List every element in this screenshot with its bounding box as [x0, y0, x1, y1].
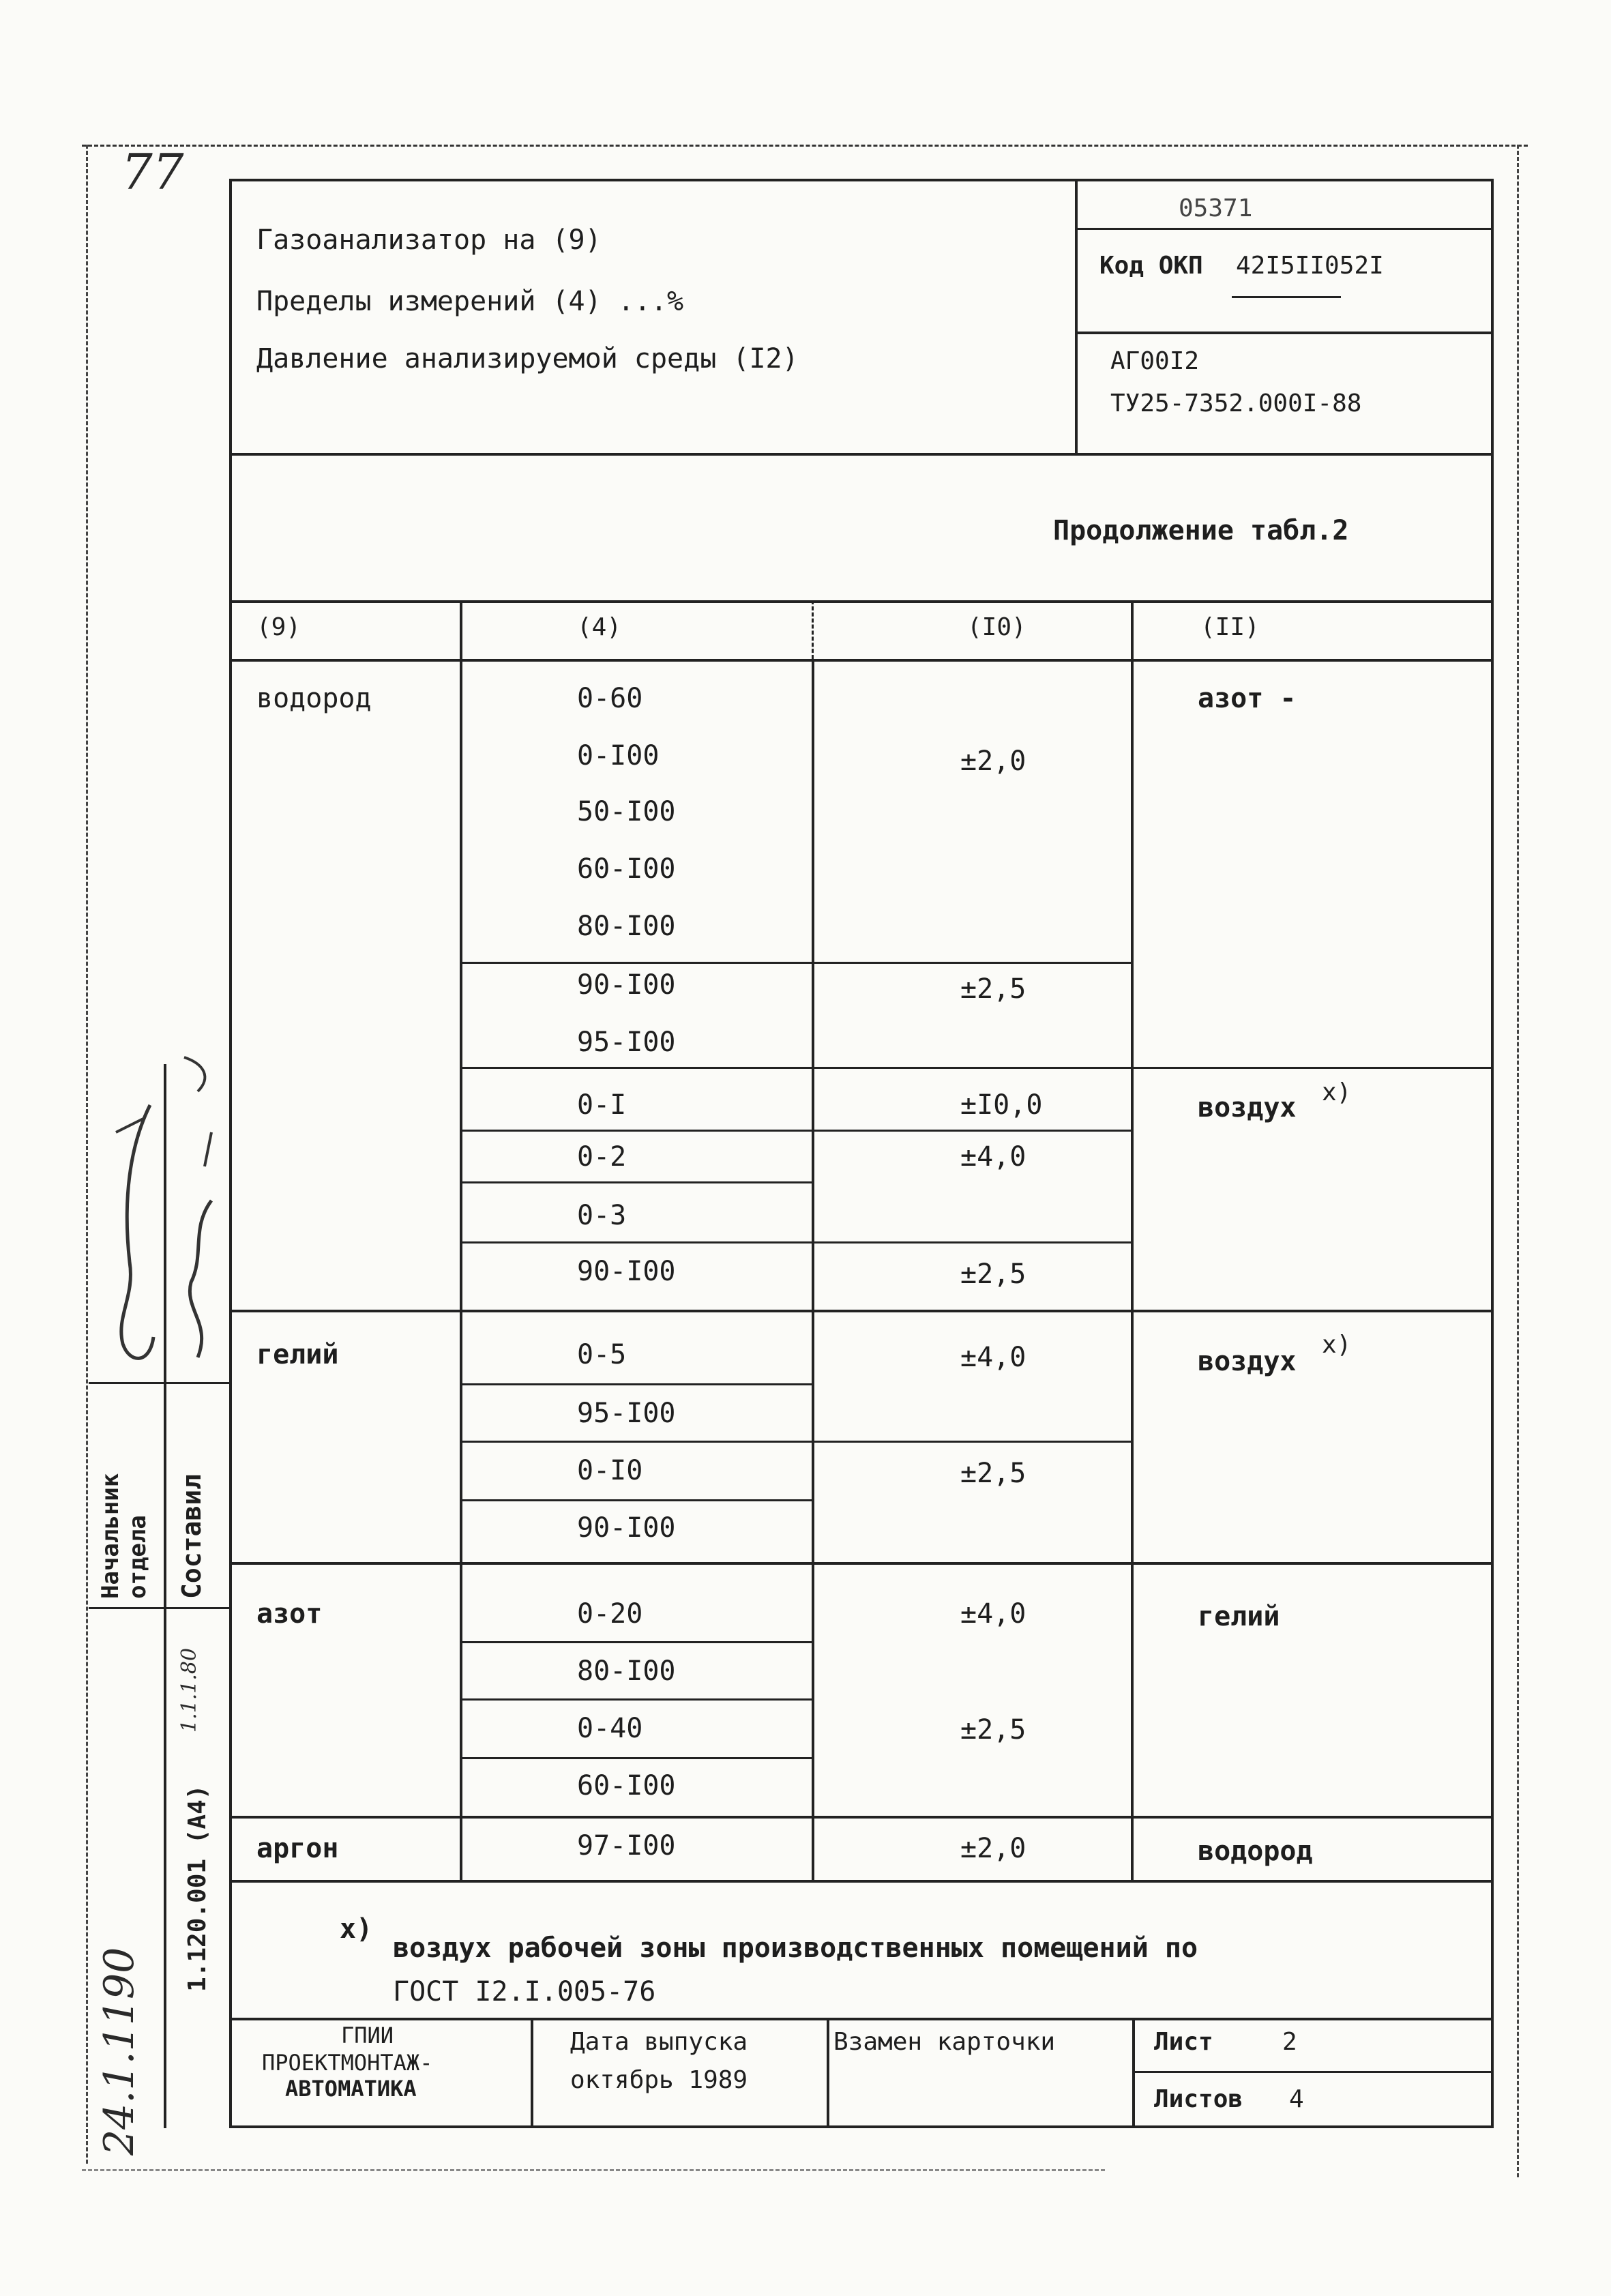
range-row-16: 0-20	[577, 1598, 643, 1630]
stamp-divider-1	[531, 2018, 533, 2127]
error-helium-2: ±2,5	[960, 1458, 1026, 1489]
stamp-org-line-2: ПРОЕКТМОНТАЖ-	[262, 2050, 433, 2076]
carrier-helium: воздух	[1198, 1346, 1297, 1377]
sheet-value: 2	[1282, 2028, 1297, 2056]
signature-compiled	[171, 1050, 232, 1378]
header-number: 05371	[1179, 194, 1253, 222]
stamp-org-line-1: ГПИИ	[341, 2022, 394, 2048]
gas-hydrogen: водород	[256, 683, 372, 714]
range-row-7: 95-I00	[577, 1027, 676, 1058]
carrier-hydrogen-1: азот -	[1198, 683, 1297, 714]
range-row-15: 90-I00	[577, 1512, 676, 1544]
footnote-mark-hydrogen: x)	[1322, 1078, 1352, 1106]
margin-sign-top	[89, 1382, 229, 1384]
sheet-label: Лист	[1154, 2028, 1213, 2056]
divider-helium-c	[460, 1499, 814, 1501]
col-divider-2	[812, 659, 814, 1880]
issue-date-label: Дата выпуска	[570, 2028, 748, 2056]
col-divider-3	[1131, 600, 1134, 1880]
replace-card-label: Взамен карточки	[833, 2028, 1056, 2056]
continuation-label: Продолжение табл.2	[1053, 515, 1349, 546]
range-row-3: 50-I00	[577, 796, 676, 827]
margin-sign-bottom	[89, 1607, 229, 1609]
range-row-6: 90-I00	[577, 969, 676, 1001]
handwritten-date-2: 1.1.1.80	[177, 1647, 201, 1733]
error-hydrogen-4: ±4,0	[960, 1141, 1026, 1173]
error-hydrogen-2: ±2,5	[960, 973, 1026, 1005]
divider-hydrogen-a	[460, 962, 1131, 964]
divider-hydrogen-c	[460, 1130, 1131, 1132]
margin-form-code: 1.120.001 (А4)	[183, 1784, 211, 1992]
range-row-11: 90-I00	[577, 1256, 676, 1287]
gas-nitrogen: азот	[256, 1598, 323, 1630]
main-frame-top	[229, 179, 1494, 181]
range-row-13: 95-I00	[577, 1398, 676, 1429]
tu-code: ТУ25-7352.000I-88	[1110, 389, 1362, 417]
col-divider-1	[460, 600, 462, 1880]
handwritten-date-1: 24.1.1190	[95, 1947, 143, 2155]
divider-hydrogen-b	[460, 1067, 1494, 1069]
header-divider	[1075, 179, 1078, 454]
range-row-2: 0-I00	[577, 740, 660, 771]
range-row-8: 0-I	[577, 1089, 627, 1121]
divider-nitrogen-top	[229, 1562, 1494, 1565]
footnote-mark: x)	[340, 1913, 373, 1945]
col-header-range: (4)	[577, 613, 622, 641]
outer-frame-left	[86, 145, 88, 2164]
col-header-carrier: (II)	[1200, 613, 1260, 641]
margin-compiled: Составил	[177, 1473, 207, 1599]
range-row-14: 0-I0	[577, 1455, 643, 1486]
range-row-12: 0-5	[577, 1339, 627, 1370]
okp-underline	[1232, 296, 1341, 298]
header-line-3: Давление анализируемой среды (I2)	[256, 343, 799, 374]
okp-label: Код ОКП	[1099, 252, 1203, 280]
main-frame-right	[1491, 179, 1494, 2127]
margin-divider	[164, 1064, 166, 2128]
range-row-1: 0-60	[577, 683, 643, 714]
stamp-divider-2	[827, 2018, 829, 2127]
divider-argon-top	[229, 1816, 1494, 1819]
range-row-19: 60-I00	[577, 1770, 676, 1801]
range-row-10: 0-3	[577, 1200, 627, 1231]
outer-frame-bottom	[82, 2169, 1105, 2171]
table-top	[229, 600, 1494, 603]
outer-frame-top	[82, 145, 1528, 147]
divider-helium-a	[460, 1383, 814, 1385]
gas-argon: аргон	[256, 1833, 339, 1864]
range-row-18: 0-40	[577, 1713, 643, 1744]
issue-date-value: октябрь 1989	[570, 2066, 748, 2094]
signature-dept-head	[102, 1091, 164, 1378]
col-divider-2-top	[812, 600, 814, 659]
range-row-9: 0-2	[577, 1141, 627, 1173]
error-argon: ±2,0	[960, 1833, 1026, 1864]
footnote-mark-helium: x)	[1322, 1331, 1352, 1359]
error-nitrogen-1: ±4,0	[960, 1598, 1026, 1630]
divider-nitrogen-c	[460, 1757, 814, 1759]
stamp-sheet-divider	[1132, 2071, 1494, 2073]
col-header-error: (I0)	[967, 613, 1026, 641]
divider-hydrogen-e	[460, 1241, 1131, 1243]
page-number-handwritten: 77	[121, 143, 184, 201]
okp-value: 42I5II052I	[1236, 252, 1384, 280]
sheets-value: 4	[1289, 2085, 1304, 2113]
range-row-17: 80-I00	[577, 1655, 676, 1687]
header-row-bottom	[229, 659, 1494, 662]
divider-helium-top	[229, 1310, 1494, 1312]
error-hydrogen-3: ±I0,0	[960, 1089, 1043, 1121]
stamp-bottom	[229, 2125, 1494, 2128]
stamp-org-line-3: АВТОМАТИКА	[285, 2076, 417, 2102]
range-row-20: 97-I00	[577, 1830, 676, 1861]
divider-nitrogen-a	[460, 1641, 814, 1643]
error-hydrogen-5: ±2,5	[960, 1259, 1026, 1290]
range-row-4: 60-I00	[577, 853, 676, 885]
carrier-hydrogen-2: воздух	[1198, 1092, 1297, 1123]
divider-nitrogen-b	[460, 1698, 814, 1701]
carrier-argon: водород	[1198, 1836, 1313, 1867]
header-line-1: Газоанализатор на (9)	[256, 224, 602, 256]
error-helium-1: ±4,0	[960, 1342, 1026, 1373]
divider-hydrogen-d	[460, 1181, 814, 1183]
gas-helium: гелий	[256, 1339, 339, 1370]
error-nitrogen-2: ±2,5	[960, 1714, 1026, 1746]
col-header-gas: (9)	[256, 613, 301, 641]
range-row-5: 80-I00	[577, 911, 676, 942]
header-line-2: Пределы измерений (4) ...%	[256, 286, 684, 317]
header-bottom	[229, 453, 1494, 456]
header-number-underline	[1075, 228, 1491, 230]
carrier-nitrogen: гелий	[1198, 1601, 1280, 1632]
outer-frame-right	[1517, 145, 1519, 2177]
error-hydrogen-1: ±2,0	[960, 746, 1026, 777]
sheets-label: Листов	[1154, 2085, 1243, 2113]
footnote-line-2: ГОСТ I2.I.005-76	[393, 1976, 656, 2007]
stamp-top	[229, 2018, 1494, 2020]
header-right-divider	[1075, 332, 1491, 334]
doc-code: АГ00I2	[1110, 347, 1200, 375]
divider-helium-b	[460, 1441, 1131, 1443]
table-bottom	[229, 1880, 1494, 1883]
margin-dept-head: Начальник отдела	[97, 1473, 151, 1599]
footnote-line-1: воздух рабочей зоны производственных помещений по	[393, 1932, 1198, 1964]
